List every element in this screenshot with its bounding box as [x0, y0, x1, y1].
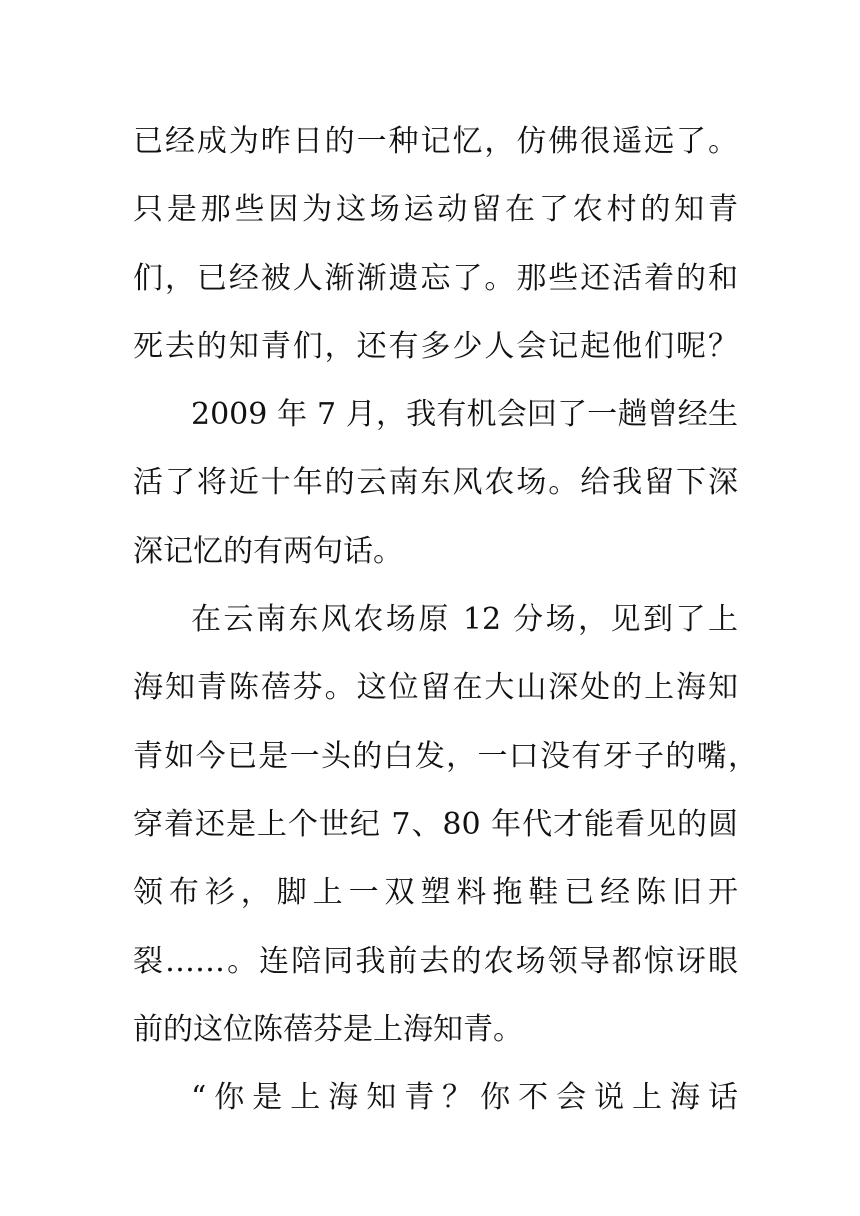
paragraph-start-line: 2009 年 7 月，我有机会回了一趟曾经生: [191, 397, 738, 433]
text-line: 海知青陈蓓芬。这位留在大山深处的上海知: [133, 670, 738, 706]
text-line: 死去的知青们，还有多少人会记起他们呢？: [133, 328, 738, 364]
text-line: 已经成为昨日的一种记忆，仿佛很遥远了。: [133, 124, 738, 159]
text-line: 们，已经被人渐渐遗忘了。那些还活着的和: [133, 260, 738, 296]
paragraph-start-line: “你是上海知青？你不会说上海话: [191, 1080, 738, 1116]
text-line: 活了将近十年的云南东风农场。给我留下深: [133, 465, 738, 501]
paragraph-start-line: 在云南东风农场原 12 分场，见到了上: [191, 602, 738, 638]
text-line: 只是那些因为这场运动留在了农村的知青: [133, 192, 738, 228]
text-line: 穿着还是上个世纪 7、80 年代才能看见的圆: [133, 806, 738, 842]
body-text: [133, 108, 758, 1132]
paragraph-end-line: 前的这位陈蓓芬是上海知青。: [133, 1011, 523, 1047]
text-line: 青如今已是一头的白发，一口没有牙子的嘴，: [133, 738, 758, 774]
text-line: 领布衫，脚上一双塑料拖鞋已经陈旧开: [133, 875, 738, 911]
paragraph-end-line: 深记忆的有两句话。: [133, 533, 403, 569]
text-line: 裂……。连陪同我前去的农场领导都惊讶眼: [133, 943, 738, 979]
